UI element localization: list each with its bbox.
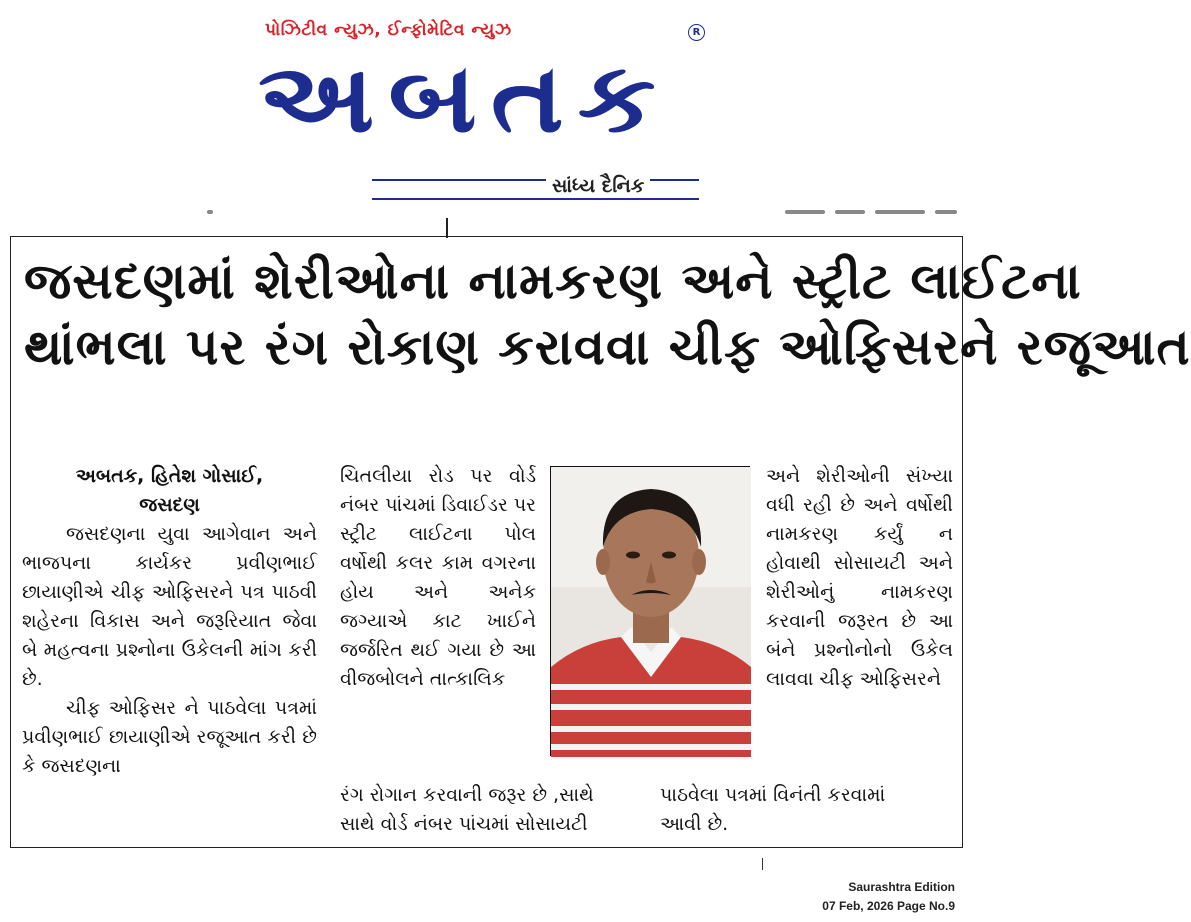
masthead-rule-bottom <box>372 198 699 200</box>
byline-author: અબતક, હિતેશ ગોસાઈ, <box>75 465 264 487</box>
article-line: પાઠવેલા પત્રમાં વિનંતી કરવામાં <box>660 784 886 806</box>
article-paragraph: જસદણના યુવા આગેવાન અને ભાજપના કાર્યકર પ્રવીણભાઈ છાયાણીએ ચીફ ઓફિસરને પત્ર પાઠવી શહેરના વિકાસ અને જરૂરિયાત જેવા બે મહત્વના પ્રશ્નોના ઉકેલની માંગ કરી છે. <box>22 523 317 690</box>
edition-label: Saurashtra Edition <box>848 880 955 894</box>
article-paragraph: ચીફ ઓફિસર ને પાઠવેલા પત્રમાં પ્રવીણભાઈ છાયાણીએ રજૂઆત કરી છે કે જસદણના <box>22 697 317 777</box>
article-line: સાથે વોર્ડ નંબર પાંચમાં સોસાયટી <box>340 813 588 835</box>
person-photo <box>550 466 750 756</box>
date-page-label: 07 Feb, 2026 Page No.9 <box>822 899 955 913</box>
article-paragraph: અને શેરીઓની સંખ્યા વધી રહી છે અને વર્ષોથી નામકરણ કર્યું ન હોવાથી સોસાયટી અને શેરીઓનું નામકરણ કરવાની જરૂરત છે આ બંને પ્રશ્નોનોનો ઉકેલ લાવવા ચીફ ઓફિસરને <box>766 465 953 690</box>
article-column-2 <box>340 462 536 694</box>
newspaper-logo: અબતક <box>258 42 670 154</box>
article-column-2-tail <box>340 781 636 839</box>
headline-line-1: જસદણમાં શેરીઓના નામકરણ અને સ્ટ્રીટ લાઈટના <box>24 252 1082 310</box>
cut-off-text-fragment <box>195 210 965 220</box>
footer-rule <box>762 858 763 870</box>
registered-mark-icon: R <box>688 24 705 41</box>
headline-line-2: થાંભલા પર રંગ રોકાણ કરાવવા ચીફ ઓફિસરને રજૂઆત <box>24 318 1191 376</box>
masthead-tagline: પોઝિટીવ ન્યુઝ, ઈન્ફોમેટિવ ન્યુઝ <box>265 20 512 40</box>
column-rule-stub <box>446 218 448 238</box>
article-paragraph: ચિતલીયા રોડ પર વોર્ડ નંબર પાંચમાં ડિવાઈડર પર સ્ટ્રીટ લાઈટના પોલ વર્ષોથી કલર કામ વગરના હોય અને અનેક જગ્યાએ કાટ ખાઈને જર્જરિત થઈ ગયા છે આ વીજબોલને તાત્કાલિક <box>340 465 536 690</box>
article-column-1 <box>22 462 317 781</box>
article-line: આવી છે. <box>660 813 729 835</box>
article-line: રંગ રોગાન કરવાની જરૂર છે ,સાથે <box>340 784 594 806</box>
masthead-subtitle: સાંધ્ય દૈનિક <box>546 175 650 197</box>
article-column-3-tail <box>660 781 953 839</box>
article-column-3 <box>766 462 953 694</box>
byline-place: જસદણ <box>139 494 200 516</box>
article-headline <box>24 248 1191 380</box>
